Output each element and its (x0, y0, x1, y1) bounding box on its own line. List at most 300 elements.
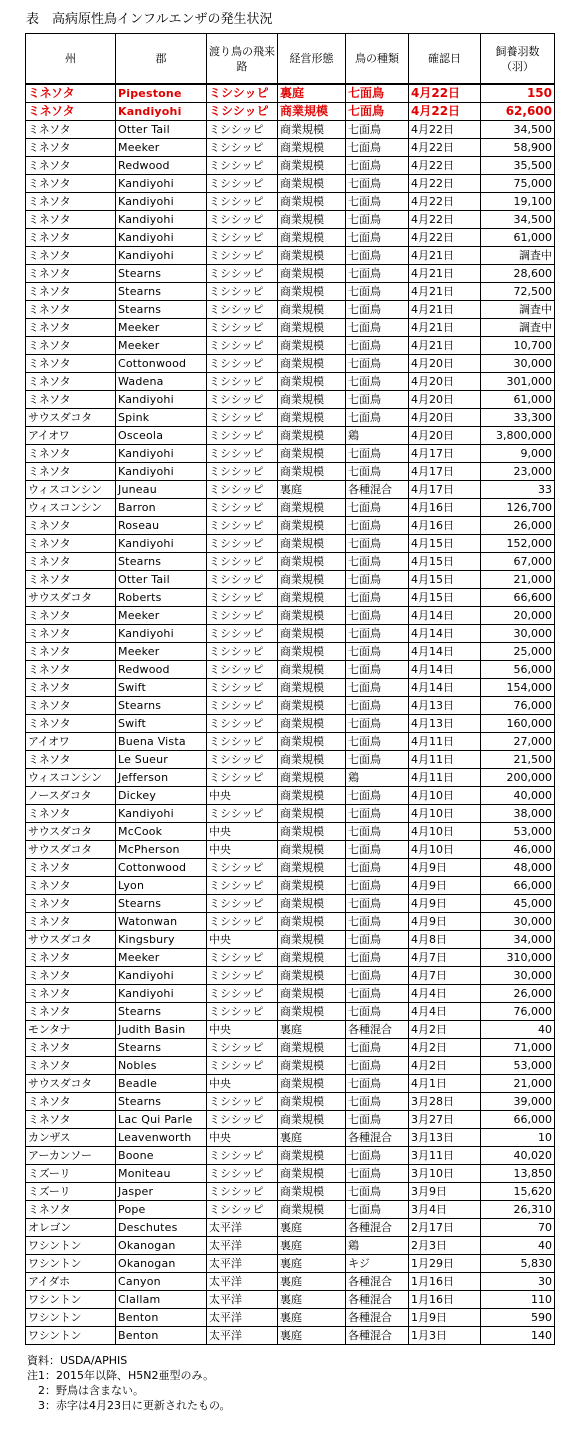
cell-flock-size: 61,000 (481, 229, 555, 247)
cell-state: ミネソタ (26, 1093, 116, 1111)
cell-flyway: ミシシッピ (207, 877, 278, 895)
table-row (26, 139, 555, 157)
cell-operation-type: 商業規模 (278, 607, 346, 625)
cell-county: Lyon (116, 877, 207, 895)
cell-county: Boone (116, 1147, 207, 1165)
cell-bird-type: 七面鳥 (346, 211, 409, 229)
cell-flyway: ミシシッピ (207, 1057, 278, 1075)
cell-flyway: ミシシッピ (207, 517, 278, 535)
cell-operation-type: 商業規模 (278, 661, 346, 679)
cell-bird-type: 七面鳥 (346, 373, 409, 391)
cell-flock-size: 71,000 (481, 1039, 555, 1057)
cell-flyway: ミシシッピ (207, 751, 278, 769)
cell-confirmed-date: 1月29日 (409, 1255, 481, 1273)
cell-county: McCook (116, 823, 207, 841)
cell-flyway: 中央 (207, 1021, 278, 1039)
cell-state: ミネソタ (26, 211, 116, 229)
cell-state: ミネソタ (26, 103, 116, 121)
cell-flock-size: 34,500 (481, 211, 555, 229)
cell-flyway: ミシシッピ (207, 967, 278, 985)
cell-operation-type: 商業規模 (278, 787, 346, 805)
cell-operation-type: 裏庭 (278, 1291, 346, 1309)
table-row (26, 1129, 555, 1147)
header-bird-type: 鳥の種類 (346, 34, 409, 85)
cell-state: ミズーリ (26, 1183, 116, 1201)
cell-operation-type: 商業規模 (278, 571, 346, 589)
cell-state: ミネソタ (26, 283, 116, 301)
cell-confirmed-date: 4月2日 (409, 1057, 481, 1075)
cell-flock-size: 26,310 (481, 1201, 555, 1219)
cell-operation-type: 商業規模 (278, 805, 346, 823)
cell-county: Kandiyohi (116, 463, 207, 481)
cell-confirmed-date: 4月15日 (409, 535, 481, 553)
table-row (26, 697, 555, 715)
cell-county: Spink (116, 409, 207, 427)
cell-flyway: 太平洋 (207, 1291, 278, 1309)
cell-state: アイオワ (26, 733, 116, 751)
cell-county: Kandiyohi (116, 391, 207, 409)
cell-flyway: ミシシッピ (207, 391, 278, 409)
cell-confirmed-date: 4月14日 (409, 661, 481, 679)
cell-operation-type: 商業規模 (278, 517, 346, 535)
table-row (26, 301, 555, 319)
cell-operation-type: 商業規模 (278, 1093, 346, 1111)
cell-state: ミネソタ (26, 265, 116, 283)
cell-flock-size: 21,000 (481, 1075, 555, 1093)
cell-flyway: ミシシッピ (207, 769, 278, 787)
cell-confirmed-date: 4月22日 (409, 211, 481, 229)
cell-flyway: ミシシッピ (207, 463, 278, 481)
header-confirmed-date: 確認日 (409, 34, 481, 85)
cell-operation-type: 商業規模 (278, 841, 346, 859)
table-row (26, 895, 555, 913)
cell-bird-type: 七面鳥 (346, 913, 409, 931)
cell-flock-size: 34,000 (481, 931, 555, 949)
cell-flock-size: 10 (481, 1129, 555, 1147)
table-row (26, 1147, 555, 1165)
table-row (26, 967, 555, 985)
cell-flyway: ミシシッピ (207, 301, 278, 319)
table-title: 表 高病原性鳥インフルエンザの発生状況 (26, 12, 273, 27)
cell-flyway: ミシシッピ (207, 175, 278, 193)
cell-operation-type: 商業規模 (278, 697, 346, 715)
cell-confirmed-date: 4月20日 (409, 373, 481, 391)
table-row (26, 1219, 555, 1237)
cell-flyway: ミシシッピ (207, 337, 278, 355)
table-body (26, 84, 555, 1345)
cell-flock-size: 590 (481, 1309, 555, 1327)
cell-county: Wadena (116, 373, 207, 391)
cell-flyway: ミシシッピ (207, 1165, 278, 1183)
cell-flock-size: 56,000 (481, 661, 555, 679)
cell-county: Kandiyohi (116, 247, 207, 265)
cell-bird-type: 七面鳥 (346, 1183, 409, 1201)
cell-county: Kandiyohi (116, 535, 207, 553)
cell-confirmed-date: 4月10日 (409, 805, 481, 823)
cell-state: ミネソタ (26, 373, 116, 391)
cell-flock-size: 301,000 (481, 373, 555, 391)
cell-flock-size: 38,000 (481, 805, 555, 823)
table-row (26, 499, 555, 517)
cell-flyway: ミシシッピ (207, 283, 278, 301)
cell-county: Swift (116, 679, 207, 697)
cell-county: Stearns (116, 895, 207, 913)
cell-state: ミネソタ (26, 571, 116, 589)
table-row (26, 355, 555, 373)
cell-county: Okanogan (116, 1255, 207, 1273)
cell-operation-type: 商業規模 (278, 355, 346, 373)
cell-flyway: ミシシッピ (207, 895, 278, 913)
cell-county: Stearns (116, 1003, 207, 1021)
cell-county: McPherson (116, 841, 207, 859)
cell-bird-type: 鶏 (346, 427, 409, 445)
cell-county: Roseau (116, 517, 207, 535)
cell-operation-type: 商業規模 (278, 877, 346, 895)
cell-county: Meeker (116, 337, 207, 355)
cell-confirmed-date: 3月13日 (409, 1129, 481, 1147)
cell-state: モンタナ (26, 1021, 116, 1039)
cell-flock-size: 34,500 (481, 121, 555, 139)
table-row (26, 733, 555, 751)
cell-flock-size: 40 (481, 1237, 555, 1255)
cell-flyway: ミシシッピ (207, 265, 278, 283)
table-row (26, 1309, 555, 1327)
cell-bird-type: 七面鳥 (346, 139, 409, 157)
cell-bird-type: 七面鳥 (346, 247, 409, 265)
cell-operation-type: 商業規模 (278, 139, 346, 157)
cell-state: オレゴン (26, 1219, 116, 1237)
cell-flyway: ミシシッピ (207, 625, 278, 643)
cell-county: Kingsbury (116, 931, 207, 949)
cell-flock-size: 20,000 (481, 607, 555, 625)
cell-state: ミネソタ (26, 715, 116, 733)
cell-county: Stearns (116, 553, 207, 571)
cell-operation-type: 商業規模 (278, 1039, 346, 1057)
cell-flyway: ミシシッピ (207, 913, 278, 931)
cell-operation-type: 商業規模 (278, 643, 346, 661)
cell-bird-type: 七面鳥 (346, 895, 409, 913)
table-row (26, 1039, 555, 1057)
cell-flyway: 太平洋 (207, 1219, 278, 1237)
cell-flock-size: 72,500 (481, 283, 555, 301)
cell-flyway: 太平洋 (207, 1273, 278, 1291)
table-row (26, 229, 555, 247)
cell-flyway: ミシシッピ (207, 157, 278, 175)
cell-flock-size: 調査中 (481, 301, 555, 319)
table-row (26, 193, 555, 211)
cell-county: Swift (116, 715, 207, 733)
cell-flyway: ミシシッピ (207, 481, 278, 499)
cell-bird-type: 七面鳥 (346, 607, 409, 625)
cell-flock-size: 62,600 (481, 103, 555, 121)
cell-flock-size: 46,000 (481, 841, 555, 859)
cell-bird-type: 七面鳥 (346, 283, 409, 301)
table-row (26, 1327, 555, 1345)
cell-flock-size: 53,000 (481, 1057, 555, 1075)
cell-flock-size: 53,000 (481, 823, 555, 841)
cell-operation-type: 裏庭 (278, 1219, 346, 1237)
cell-bird-type: 七面鳥 (346, 1075, 409, 1093)
table-row (26, 427, 555, 445)
table-row (26, 121, 555, 139)
cell-confirmed-date: 4月21日 (409, 319, 481, 337)
table-row (26, 913, 555, 931)
cell-county: Clallam (116, 1291, 207, 1309)
cell-flyway: 中央 (207, 841, 278, 859)
cell-county: Roberts (116, 589, 207, 607)
cell-flyway: ミシシッピ (207, 1183, 278, 1201)
cell-state: ウィスコンシン (26, 481, 116, 499)
cell-operation-type: 商業規模 (278, 211, 346, 229)
cell-bird-type: 七面鳥 (346, 1111, 409, 1129)
cell-confirmed-date: 4月10日 (409, 787, 481, 805)
cell-confirmed-date: 3月4日 (409, 1201, 481, 1219)
cell-confirmed-date: 4月21日 (409, 265, 481, 283)
cell-bird-type: 七面鳥 (346, 445, 409, 463)
table-row (26, 391, 555, 409)
cell-flock-size: 39,000 (481, 1093, 555, 1111)
table-row (26, 1183, 555, 1201)
cell-county: Watonwan (116, 913, 207, 931)
cell-flyway: ミシシッピ (207, 211, 278, 229)
cell-confirmed-date: 4月14日 (409, 607, 481, 625)
table-row (26, 1057, 555, 1075)
cell-confirmed-date: 4月13日 (409, 715, 481, 733)
cell-operation-type: 商業規模 (278, 409, 346, 427)
cell-county: Okanogan (116, 1237, 207, 1255)
cell-operation-type: 商業規模 (278, 337, 346, 355)
header-state: 州 (26, 34, 116, 85)
cell-confirmed-date: 4月22日 (409, 139, 481, 157)
cell-flyway: ミシシッピ (207, 409, 278, 427)
cell-confirmed-date: 4月22日 (409, 229, 481, 247)
cell-county: Osceola (116, 427, 207, 445)
cell-flock-size: 66,600 (481, 589, 555, 607)
cell-state: ミネソタ (26, 157, 116, 175)
cell-flyway: ミシシッピ (207, 1039, 278, 1057)
cell-flock-size: 200,000 (481, 769, 555, 787)
cell-operation-type: 商業規模 (278, 967, 346, 985)
cell-state: サウスダコタ (26, 931, 116, 949)
cell-confirmed-date: 4月9日 (409, 877, 481, 895)
cell-confirmed-date: 4月17日 (409, 463, 481, 481)
table-row (26, 949, 555, 967)
table-row (26, 1111, 555, 1129)
table-row (26, 481, 555, 499)
table-row (26, 769, 555, 787)
cell-operation-type: 商業規模 (278, 391, 346, 409)
cell-confirmed-date: 1月16日 (409, 1273, 481, 1291)
cell-county: Buena Vista (116, 733, 207, 751)
table-row (26, 661, 555, 679)
cell-bird-type: 各種混合 (346, 1291, 409, 1309)
cell-confirmed-date: 3月28日 (409, 1093, 481, 1111)
cell-state: ワシントン (26, 1291, 116, 1309)
cell-flock-size: 28,600 (481, 265, 555, 283)
cell-state: ミネソタ (26, 1039, 116, 1057)
cell-confirmed-date: 3月9日 (409, 1183, 481, 1201)
cell-flyway: ミシシッピ (207, 679, 278, 697)
cell-county: Meeker (116, 139, 207, 157)
cell-confirmed-date: 4月4日 (409, 1003, 481, 1021)
cell-county: Stearns (116, 697, 207, 715)
cell-flock-size: 67,000 (481, 553, 555, 571)
cell-state: ミネソタ (26, 949, 116, 967)
cell-state: サウスダコタ (26, 841, 116, 859)
cell-county: Kandiyohi (116, 805, 207, 823)
cell-flock-size: 152,000 (481, 535, 555, 553)
cell-state: ミネソタ (26, 895, 116, 913)
cell-operation-type: 商業規模 (278, 301, 346, 319)
cell-county: Moniteau (116, 1165, 207, 1183)
cell-flyway: ミシシッピ (207, 661, 278, 679)
cell-bird-type: 七面鳥 (346, 1039, 409, 1057)
cell-county: Kandiyohi (116, 175, 207, 193)
cell-operation-type: 商業規模 (278, 823, 346, 841)
footnote-2: 2：野鳥は含まない。 (27, 1384, 144, 1397)
cell-operation-type: 裏庭 (278, 84, 346, 103)
cell-confirmed-date: 4月4日 (409, 985, 481, 1003)
cell-bird-type: 七面鳥 (346, 931, 409, 949)
cell-confirmed-date: 4月17日 (409, 445, 481, 463)
cell-operation-type: 商業規模 (278, 283, 346, 301)
cell-flock-size: 160,000 (481, 715, 555, 733)
cell-bird-type: 七面鳥 (346, 985, 409, 1003)
cell-state: ミネソタ (26, 355, 116, 373)
cell-state: ミネソタ (26, 697, 116, 715)
cell-operation-type: 商業規模 (278, 103, 346, 121)
cell-operation-type: 商業規模 (278, 157, 346, 175)
cell-operation-type: 裏庭 (278, 1255, 346, 1273)
cell-flock-size: 40,000 (481, 787, 555, 805)
cell-state: ワシントン (26, 1309, 116, 1327)
cell-flock-size: 150 (481, 84, 555, 103)
table-row (26, 715, 555, 733)
cell-flock-size: 5,830 (481, 1255, 555, 1273)
cell-flock-size: 110 (481, 1291, 555, 1309)
cell-operation-type: 商業規模 (278, 913, 346, 931)
cell-state: ミネソタ (26, 445, 116, 463)
table-row (26, 319, 555, 337)
cell-state: ミネソタ (26, 607, 116, 625)
cell-flock-size: 66,000 (481, 877, 555, 895)
cell-flyway: ミシシッピ (207, 697, 278, 715)
cell-confirmed-date: 4月22日 (409, 157, 481, 175)
cell-flock-size: 40,020 (481, 1147, 555, 1165)
cell-state: ミネソタ (26, 229, 116, 247)
cell-county: Stearns (116, 283, 207, 301)
cell-confirmed-date: 4月9日 (409, 913, 481, 931)
cell-state: ミネソタ (26, 679, 116, 697)
cell-flyway: ミシシッピ (207, 949, 278, 967)
cell-flyway: ミシシッピ (207, 1111, 278, 1129)
cell-flock-size: 58,900 (481, 139, 555, 157)
cell-state: ワシントン (26, 1255, 116, 1273)
cell-confirmed-date: 4月21日 (409, 247, 481, 265)
cell-confirmed-date: 4月22日 (409, 84, 481, 103)
cell-county: Barron (116, 499, 207, 517)
table-header-row (26, 34, 555, 85)
cell-county: Kandiyohi (116, 985, 207, 1003)
cell-state: ミネソタ (26, 84, 116, 103)
cell-flyway: ミシシッピ (207, 1003, 278, 1021)
cell-county: Otter Tail (116, 121, 207, 139)
cell-flock-size: 154,000 (481, 679, 555, 697)
cell-confirmed-date: 4月20日 (409, 427, 481, 445)
cell-county: Kandiyohi (116, 229, 207, 247)
cell-bird-type: 七面鳥 (346, 697, 409, 715)
cell-state: アーカンソー (26, 1147, 116, 1165)
cell-confirmed-date: 4月2日 (409, 1021, 481, 1039)
cell-bird-type: 七面鳥 (346, 553, 409, 571)
cell-operation-type: 商業規模 (278, 463, 346, 481)
cell-operation-type: 裏庭 (278, 1021, 346, 1039)
cell-county: Redwood (116, 661, 207, 679)
cell-county: Stearns (116, 265, 207, 283)
cell-county: Pipestone (116, 84, 207, 103)
footnote-1: 注1：2015年以降、H5N2亜型のみ。 (27, 1369, 215, 1382)
cell-state: ミネソタ (26, 877, 116, 895)
cell-bird-type: 七面鳥 (346, 229, 409, 247)
table-row (26, 463, 555, 481)
cell-flock-size: 76,000 (481, 697, 555, 715)
cell-flyway: ミシシッピ (207, 805, 278, 823)
cell-bird-type: 七面鳥 (346, 535, 409, 553)
cell-confirmed-date: 4月15日 (409, 571, 481, 589)
cell-flock-size: 126,700 (481, 499, 555, 517)
cell-confirmed-date: 3月27日 (409, 1111, 481, 1129)
table-row (26, 823, 555, 841)
cell-state: ミネソタ (26, 535, 116, 553)
cell-flock-size: 調査中 (481, 247, 555, 265)
cell-bird-type: 七面鳥 (346, 643, 409, 661)
cell-confirmed-date: 4月1日 (409, 1075, 481, 1093)
cell-county: Kandiyohi (116, 967, 207, 985)
cell-confirmed-date: 4月14日 (409, 679, 481, 697)
table-row (26, 409, 555, 427)
cell-bird-type: 七面鳥 (346, 571, 409, 589)
cell-bird-type: 七面鳥 (346, 805, 409, 823)
cell-state: ミネソタ (26, 859, 116, 877)
cell-flyway: ミシシッピ (207, 229, 278, 247)
cell-bird-type: 七面鳥 (346, 463, 409, 481)
cell-bird-type: 七面鳥 (346, 823, 409, 841)
cell-county: Stearns (116, 1039, 207, 1057)
table-row (26, 751, 555, 769)
cell-state: ミネソタ (26, 967, 116, 985)
table-row (26, 103, 555, 121)
cell-bird-type: 七面鳥 (346, 1165, 409, 1183)
cell-county: Redwood (116, 157, 207, 175)
cell-county: Le Sueur (116, 751, 207, 769)
cell-confirmed-date: 4月15日 (409, 589, 481, 607)
cell-state: ミネソタ (26, 805, 116, 823)
footnote-source: 資料：USDA/APHIS (27, 1354, 128, 1367)
cell-operation-type: 商業規模 (278, 373, 346, 391)
cell-flock-size: 21,000 (481, 571, 555, 589)
cell-operation-type: 商業規模 (278, 733, 346, 751)
cell-operation-type: 商業規模 (278, 121, 346, 139)
cell-confirmed-date: 4月16日 (409, 499, 481, 517)
cell-confirmed-date: 3月10日 (409, 1165, 481, 1183)
cell-operation-type: 商業規模 (278, 859, 346, 877)
cell-flock-size: 30 (481, 1273, 555, 1291)
cell-state: ミネソタ (26, 1201, 116, 1219)
cell-flyway: ミシシッピ (207, 121, 278, 139)
cell-bird-type: 七面鳥 (346, 751, 409, 769)
table-row (26, 1291, 555, 1309)
cell-confirmed-date: 4月13日 (409, 697, 481, 715)
